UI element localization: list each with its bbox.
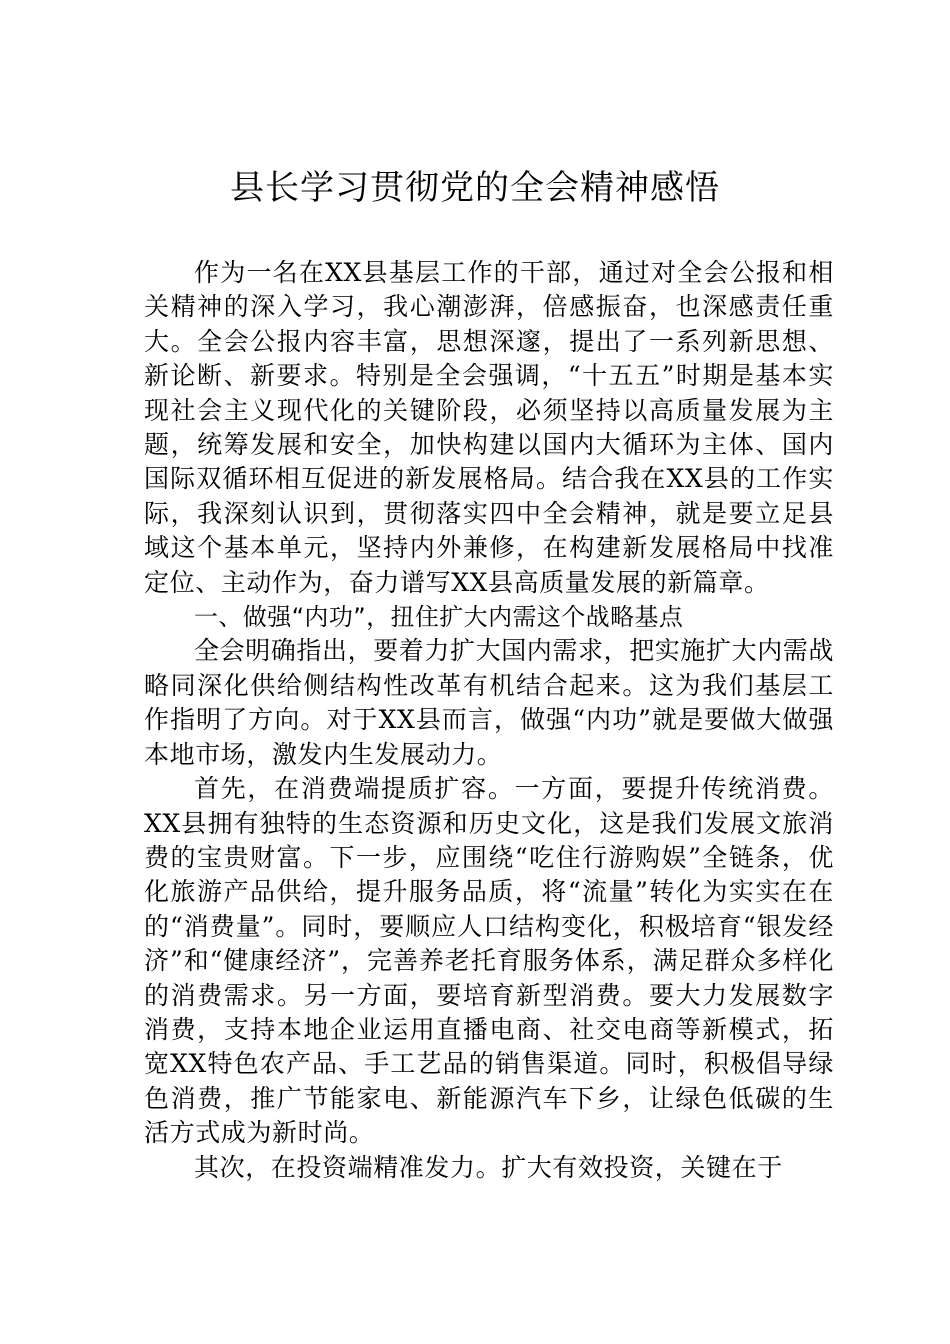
document-body	[144, 256, 834, 1185]
paragraph-section1-intro: 全会明确指出，要着力扩大国内需求，把实施扩大内需战略同深化供给侧结构性改革有机结合起来。这为我们基层工作指明了方向。对于XX县而言，做强“内功”就是要做大做强本地市场，激发内生发展动力。	[144, 636, 835, 769]
paragraph-investment: 其次，在投资端精准发力。扩大有效投资，关键在于	[194, 1152, 783, 1182]
paragraph-intro: 作为一名在XX县基层工作的干部，通过对全会公报和相关精神的深入学习，我心潮澎湃，倍感振奋，也深感责任重大。全会公报内容丰富，思想深邃，提出了一系列新思想、新论断、新要求。特别是全会强调，“十五五”时期是基本实现社会主义现代化的关键阶段，必须坚持以高质量发展为主题，统筹发展和安全，加快构建以国内大循环为主体、国内国际双循环相互促进的新发展格局。结合我在XX县的工作实际，我深刻认识到，贯彻落实四中全会精神，就是要立足县域这个基本单元，坚持内外兼修，在构建新发展格局中找准定位、主动作为，奋力谱写XX县高质量发展的新篇章。	[144, 258, 834, 597]
paragraph-consumption: 首先，在消费端提质扩容。一方面，要提升传统消费。XX县拥有独特的生态资源和历史文化，这是我们发展文旅消费的宝贵财富。下一步，应围绕“吃住行游购娱”全链条，优化旅游产品供给，提升服务品质，将“流量”转化为实实在在的“消费量”。同时，要顺应人口结构变化，积极培育“银发经济”和“健康经济”，完善养老托育服务体系，满足群众多样化的消费需求。另一方面，要培育新型消费。要大力发展数字消费，支持本地企业运用直播电商、社交电商等新模式，拓宽XX特色农产品、手工艺品的销售渠道。同时，积极倡导绿色消费，推广节能家电、新能源汽车下乡，让绿色低碳的生活方式成为新时尚。	[144, 774, 834, 1148]
section-heading-1: 一、做强“内功”，扭住扩大内需这个战略基点	[194, 603, 684, 632]
document-title: 县长学习贯彻党的全会精神感悟	[230, 168, 720, 208]
